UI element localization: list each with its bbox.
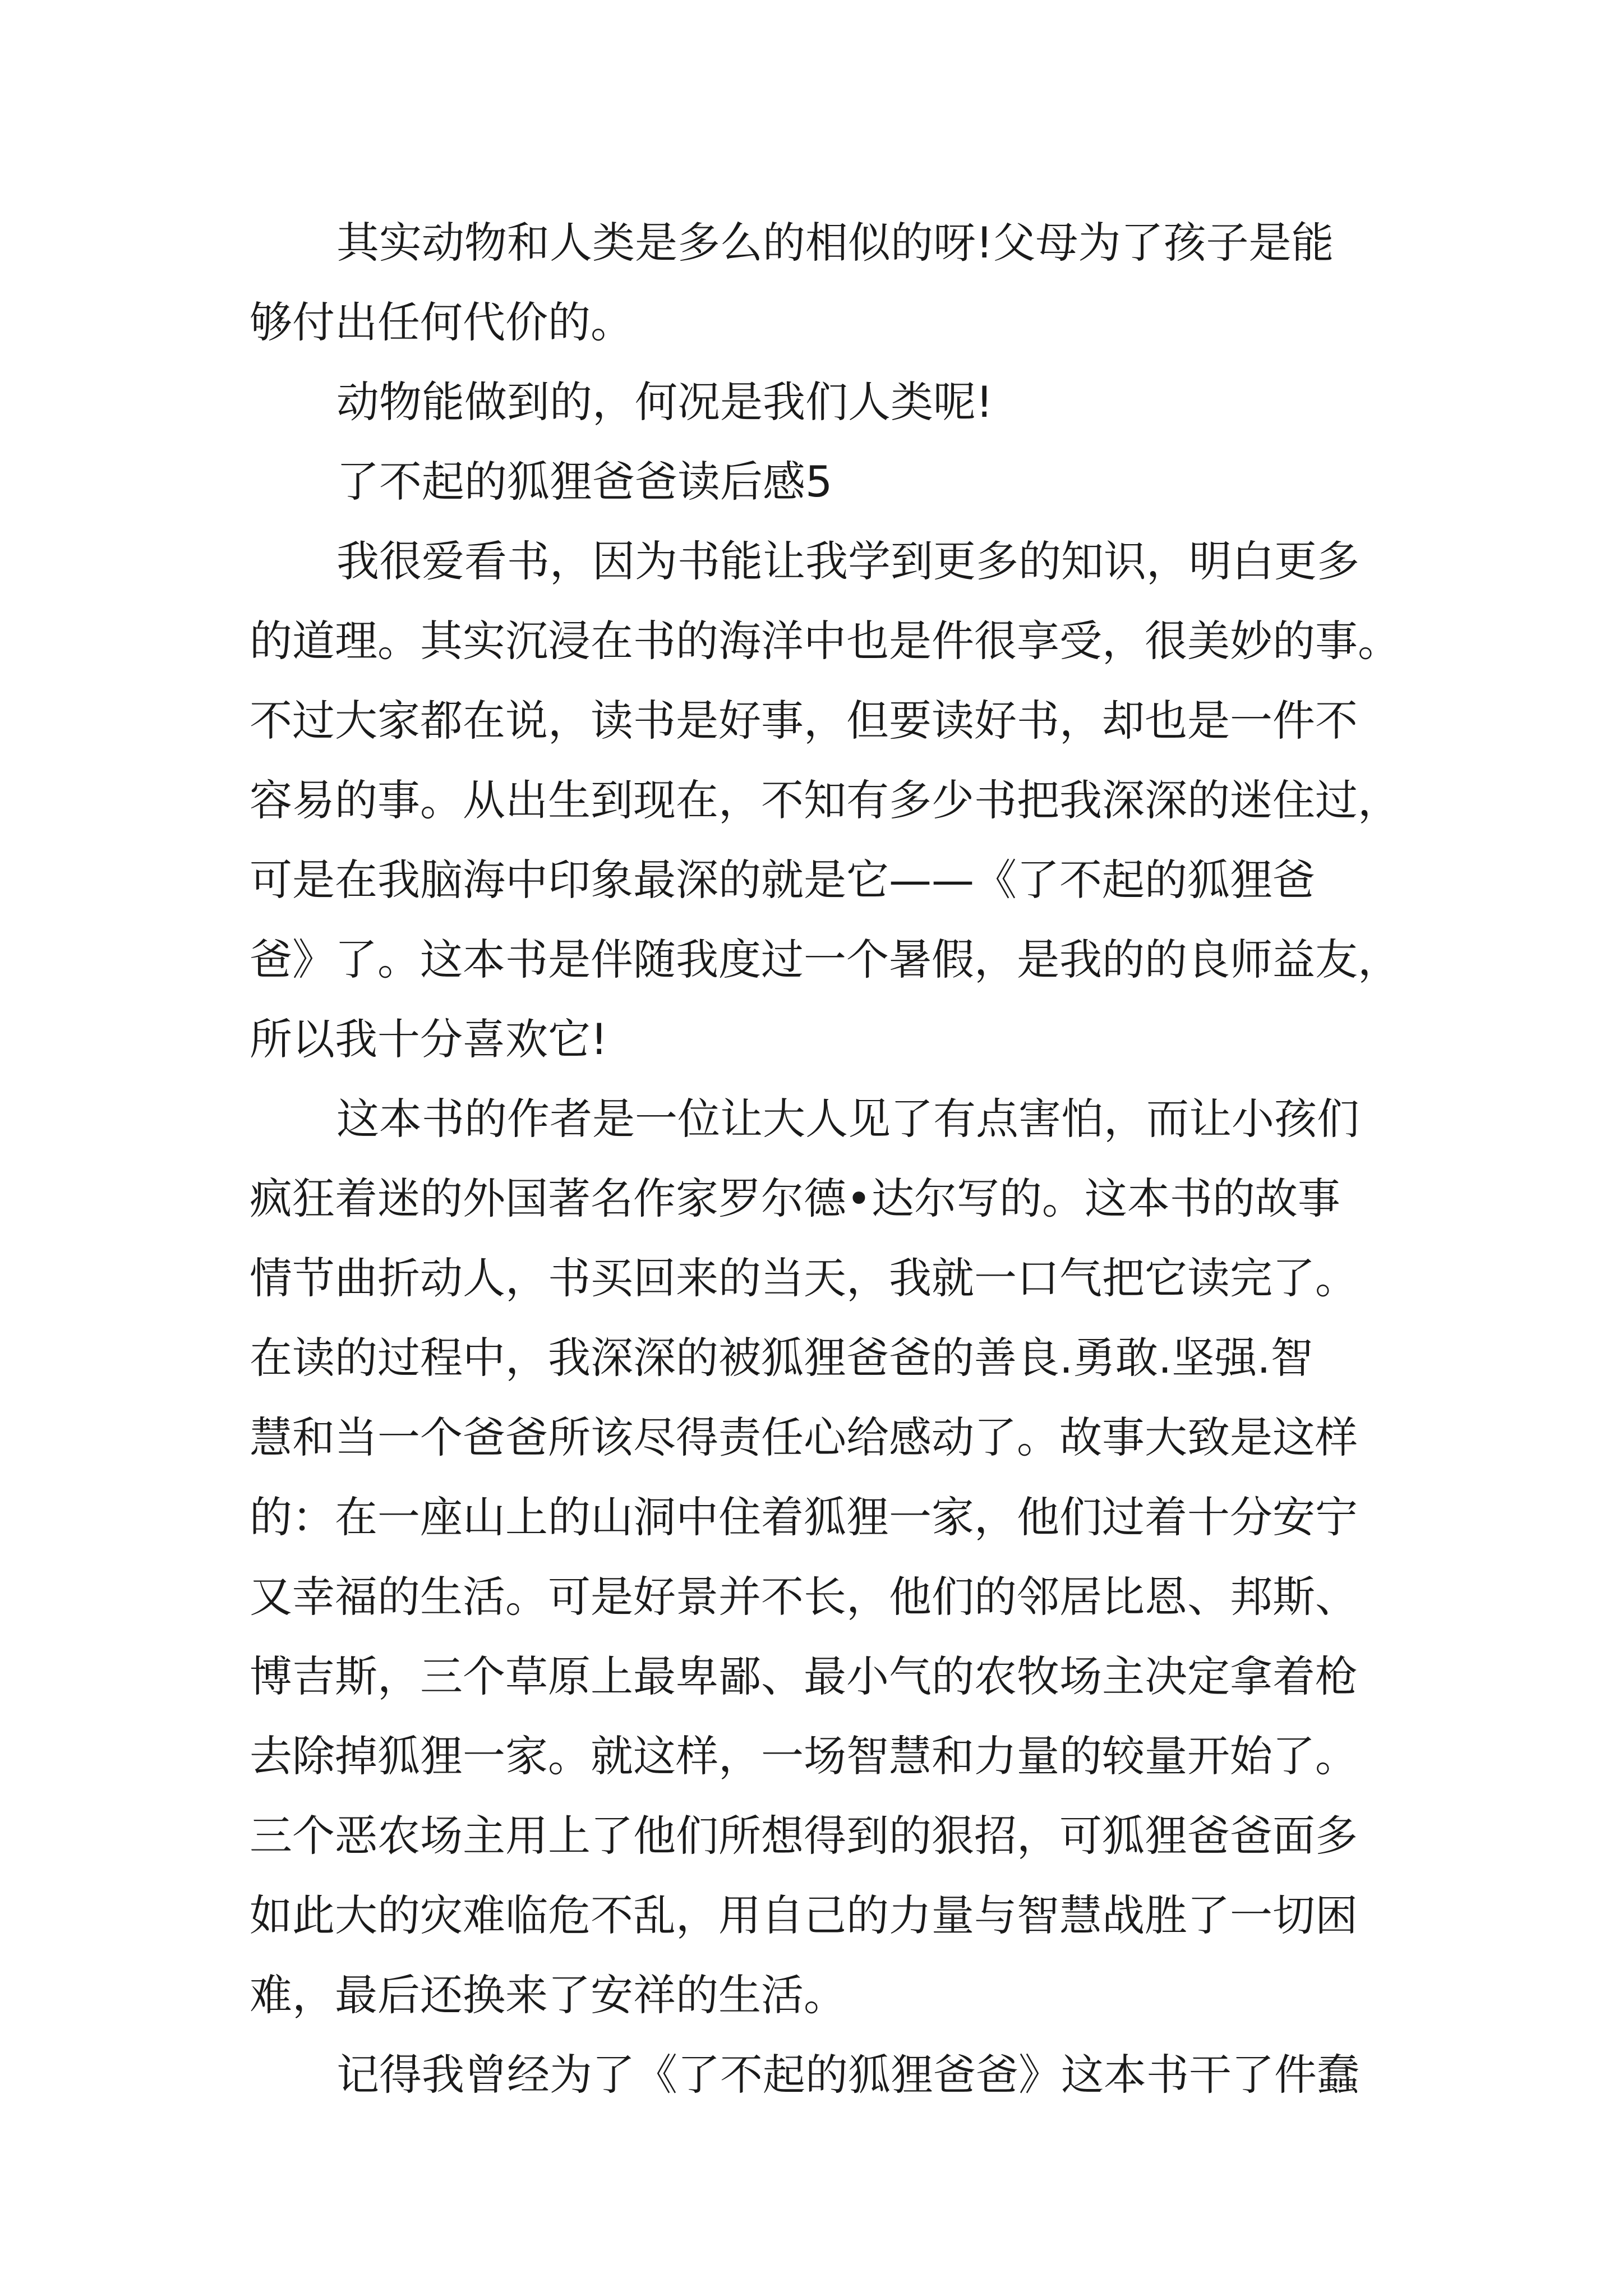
text-line: 疯狂着迷的外国著名作家罗尔德•达尔写的。这本书的故事 — [250, 1174, 1340, 1223]
text-line: 动物能做到的，何况是我们人类呢! — [336, 377, 993, 427]
text-line: 难，最后还换来了安祥的生活。 — [250, 1970, 846, 2020]
text-line: 在读的过程中，我深深的被狐狸爸爸的善良.勇敢.坚强.智 — [250, 1333, 1313, 1383]
section-heading: 了不起的狐狸爸爸读后感5 — [336, 457, 833, 507]
text-line: 不过大家都在说，读书是好事，但要读好书，却也是一件不 — [250, 696, 1358, 746]
text-line: 三个恶农场主用上了他们所想得到的狠招，可狐狸爸爸面多 — [250, 1811, 1358, 1861]
text-line: 慧和当一个爸爸所该尽得责任心给感动了。故事大致是这样 — [250, 1412, 1358, 1462]
text-line: 情节曲折动人，书买回来的当天，我就一口气把它读完了。 — [250, 1253, 1358, 1303]
text-line: 记得我曾经为了《了不起的狐狸爸爸》这本书干了件蠢 — [336, 2050, 1359, 2100]
text-line: 我很爱看书，因为书能让我学到更多的知识，明白更多 — [336, 536, 1359, 586]
text-line: 容易的事。从出生到现在，不知有多少书把我深深的迷住过， — [250, 775, 1400, 825]
text-line: 这本书的作者是一位让大人见了有点害怕，而让小孩们 — [336, 1094, 1359, 1144]
text-line: 去除掉狐狸一家。就这样，一场智慧和力量的较量开始了。 — [250, 1731, 1358, 1781]
text-line: 所以我十分喜欢它! — [250, 1014, 608, 1064]
text-line: 又幸福的生活。可是好景并不长，他们的邻居比恩、邦斯、 — [250, 1572, 1358, 1622]
text-line: 的道理。其实沉浸在书的海洋中也是件很享受，很美妙的事。 — [250, 616, 1400, 666]
text-line: 博吉斯，三个草原上最卑鄙、最小气的农牧场主决定拿着枪 — [250, 1651, 1358, 1701]
text-line: 如此大的灾难临危不乱，用自己的力量与智慧战胜了一切困 — [250, 1890, 1358, 1940]
text-line: 够付出任何代价的。 — [250, 297, 633, 347]
text-line: 可是在我脑海中印象最深的就是它——《了不起的狐狸爸 — [250, 855, 1315, 905]
text-line: 爸》了。这本书是伴随我度过一个暑假，是我的的良师益友， — [250, 935, 1400, 984]
text-line: 其实动物和人类是多么的相似的呀!父母为了孩子是能 — [336, 218, 1334, 268]
text-line: 的：在一座山上的山洞中住着狐狸一家，他们过着十分安宁 — [250, 1492, 1358, 1542]
